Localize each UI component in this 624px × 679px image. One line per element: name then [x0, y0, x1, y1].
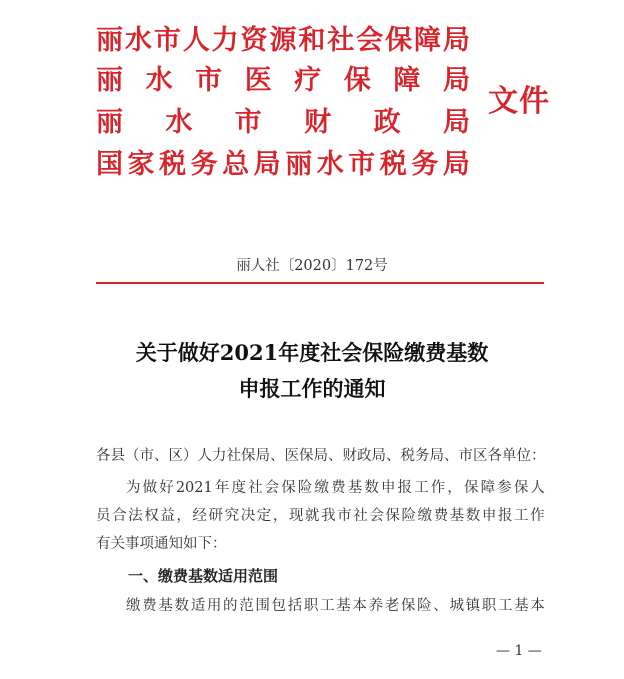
text-char: 就 — [305, 508, 320, 524]
text-char: 缴 — [314, 480, 329, 496]
text-char: 局 — [442, 149, 470, 180]
salutation: 各县（市、区）人力社保局、医保局、财政局、税务局、市区各单位： — [96, 448, 546, 464]
text-char: 障 — [413, 25, 441, 56]
text-char: 会 — [356, 25, 384, 56]
text-char: 2021 — [175, 480, 213, 496]
text-char: 社 — [248, 480, 263, 496]
text-char: 用 — [206, 598, 222, 614]
text-char: 工 — [497, 598, 513, 614]
issuer-line-medical-security-bureau — [96, 66, 470, 96]
paragraph-2-line-1 — [126, 596, 545, 616]
text-char: 我 — [321, 508, 336, 524]
text-char: 力 — [211, 25, 239, 56]
text-char: 申 — [481, 508, 497, 524]
text-char: 数 — [364, 480, 379, 496]
issuer-line-finance-bureau — [96, 108, 470, 138]
text-char: 水 — [165, 107, 193, 138]
text-char: 保 — [343, 65, 371, 96]
text-char: 基 — [449, 508, 465, 524]
text-char: 本 — [352, 598, 367, 614]
text-char: 保 — [400, 598, 416, 614]
text-char: 水 — [316, 149, 344, 180]
text-char: 丽 — [96, 25, 123, 56]
text-char: 险 — [297, 480, 313, 496]
text-char: 益 — [160, 508, 175, 524]
text-char: 为 — [126, 480, 141, 496]
text-char: 基 — [514, 598, 529, 614]
text-char: 资 — [240, 25, 268, 56]
text-char: 围 — [255, 598, 270, 614]
document-title-line-2: 申报工作的通知 — [238, 376, 386, 401]
text-char: 税 — [379, 149, 407, 180]
text-char: 包 — [271, 598, 287, 614]
text-char: 镇 — [465, 598, 481, 614]
issuer-line-hrss-bureau — [96, 26, 470, 56]
text-char: 基 — [158, 598, 173, 614]
text-char: 职 — [303, 598, 319, 614]
text-char: 疗 — [294, 65, 322, 96]
text-char: 局 — [442, 25, 470, 56]
text-char: 保 — [281, 480, 296, 496]
text-char: 度 — [231, 480, 246, 496]
text-char: ， — [272, 508, 288, 524]
text-char: 水 — [145, 65, 173, 96]
text-char: 市 — [195, 65, 223, 96]
section-heading-1: 一、缴费基数适用范围 — [128, 567, 279, 585]
text-char: 工 — [514, 508, 529, 524]
text-char: 水 — [124, 25, 152, 56]
text-char: 好 — [159, 480, 174, 496]
text-char: 费 — [433, 508, 449, 524]
text-char: 政 — [373, 107, 401, 138]
text-char: 作 — [430, 480, 446, 496]
text-char: 市 — [337, 508, 352, 524]
text-char: 合 — [112, 508, 127, 524]
text-char: 参 — [497, 480, 512, 496]
text-char: 医 — [244, 65, 272, 96]
text-char: 费 — [142, 598, 157, 614]
text-char: 总 — [222, 149, 250, 180]
text-char: 员 — [96, 508, 111, 524]
text-char: 括 — [287, 598, 303, 614]
text-char: 报 — [397, 480, 413, 496]
text-char: 保 — [463, 480, 479, 496]
text-char: 障 — [393, 65, 421, 96]
text-char: 本 — [530, 598, 545, 614]
document-title-line-1: 关于做好2021年度社会保险缴费基数 — [135, 340, 489, 365]
text-char: 工 — [320, 598, 335, 614]
text-char: 现 — [288, 508, 304, 524]
text-char: 局 — [442, 107, 470, 138]
text-char: 职 — [481, 598, 497, 614]
text-char: 数 — [465, 508, 481, 524]
text-char: 权 — [144, 508, 159, 524]
document-number: 丽人社〔2020〕172号 — [236, 258, 388, 274]
text-char: 数 — [174, 598, 190, 614]
text-char: 保 — [513, 480, 529, 496]
text-char: 财 — [304, 107, 332, 138]
text-char: 适 — [190, 598, 206, 614]
text-char: 经 — [192, 508, 207, 524]
text-char: 老 — [384, 598, 400, 614]
text-char: 研 — [208, 508, 224, 524]
text-char: 养 — [368, 598, 384, 614]
text-char: 务 — [411, 149, 439, 180]
paragraph-1-line-3: 有关事项通知如下： — [96, 536, 227, 552]
text-char: 申 — [380, 480, 396, 496]
text-char: 国 — [96, 149, 123, 180]
text-char: 人 — [530, 480, 545, 496]
page-number: — 1 — — [496, 643, 542, 659]
text-char: 做 — [142, 480, 158, 496]
issuer-line-tax-bureau — [96, 150, 470, 180]
text-char: 丽 — [96, 65, 123, 96]
text-char: 定 — [256, 508, 272, 524]
text-char: 缴 — [126, 598, 141, 614]
paragraph-1-line-1 — [126, 478, 545, 498]
text-char: 的 — [223, 598, 238, 614]
text-char: 保 — [385, 508, 400, 524]
text-char: 作 — [530, 508, 545, 524]
text-char: 工 — [414, 480, 429, 496]
text-char: 社 — [353, 508, 368, 524]
text-char: 家 — [127, 149, 155, 180]
text-char: ， — [176, 508, 191, 524]
text-char: 城 — [449, 598, 464, 614]
text-char: 源 — [269, 25, 297, 56]
red-divider-line — [96, 282, 544, 284]
text-char: 范 — [239, 598, 254, 614]
text-char: 局 — [442, 65, 470, 96]
text-char: 年 — [214, 480, 230, 496]
text-char: 务 — [190, 149, 218, 180]
text-char: 报 — [497, 508, 513, 524]
text-char: ， — [447, 480, 462, 496]
text-char: 法 — [128, 508, 143, 524]
text-char: 会 — [264, 480, 280, 496]
text-char: 人 — [182, 25, 210, 56]
text-char: 基 — [336, 598, 351, 614]
text-char: 社 — [327, 25, 355, 56]
text-char: 险 — [417, 598, 432, 614]
text-char: 决 — [240, 508, 256, 524]
text-char: 究 — [224, 508, 240, 524]
text-char: 会 — [369, 508, 384, 524]
text-char: 税 — [159, 149, 187, 180]
text-char: 保 — [385, 25, 413, 56]
text-char: 缴 — [417, 508, 433, 524]
text-char: 费 — [331, 480, 346, 496]
text-char: 丽 — [285, 149, 313, 180]
text-char: 市 — [234, 107, 262, 138]
document-type-label: 文件 — [488, 84, 550, 119]
text-char: 市 — [153, 25, 181, 56]
text-char: 和 — [298, 25, 326, 56]
text-char: 局 — [253, 149, 281, 180]
text-char: 险 — [401, 508, 416, 524]
text-char: 障 — [480, 480, 496, 496]
text-char: 基 — [347, 480, 363, 496]
text-char: 丽 — [96, 107, 123, 138]
text-char: 、 — [433, 598, 448, 614]
paragraph-1-line-2 — [96, 506, 545, 526]
text-char: 市 — [348, 149, 376, 180]
